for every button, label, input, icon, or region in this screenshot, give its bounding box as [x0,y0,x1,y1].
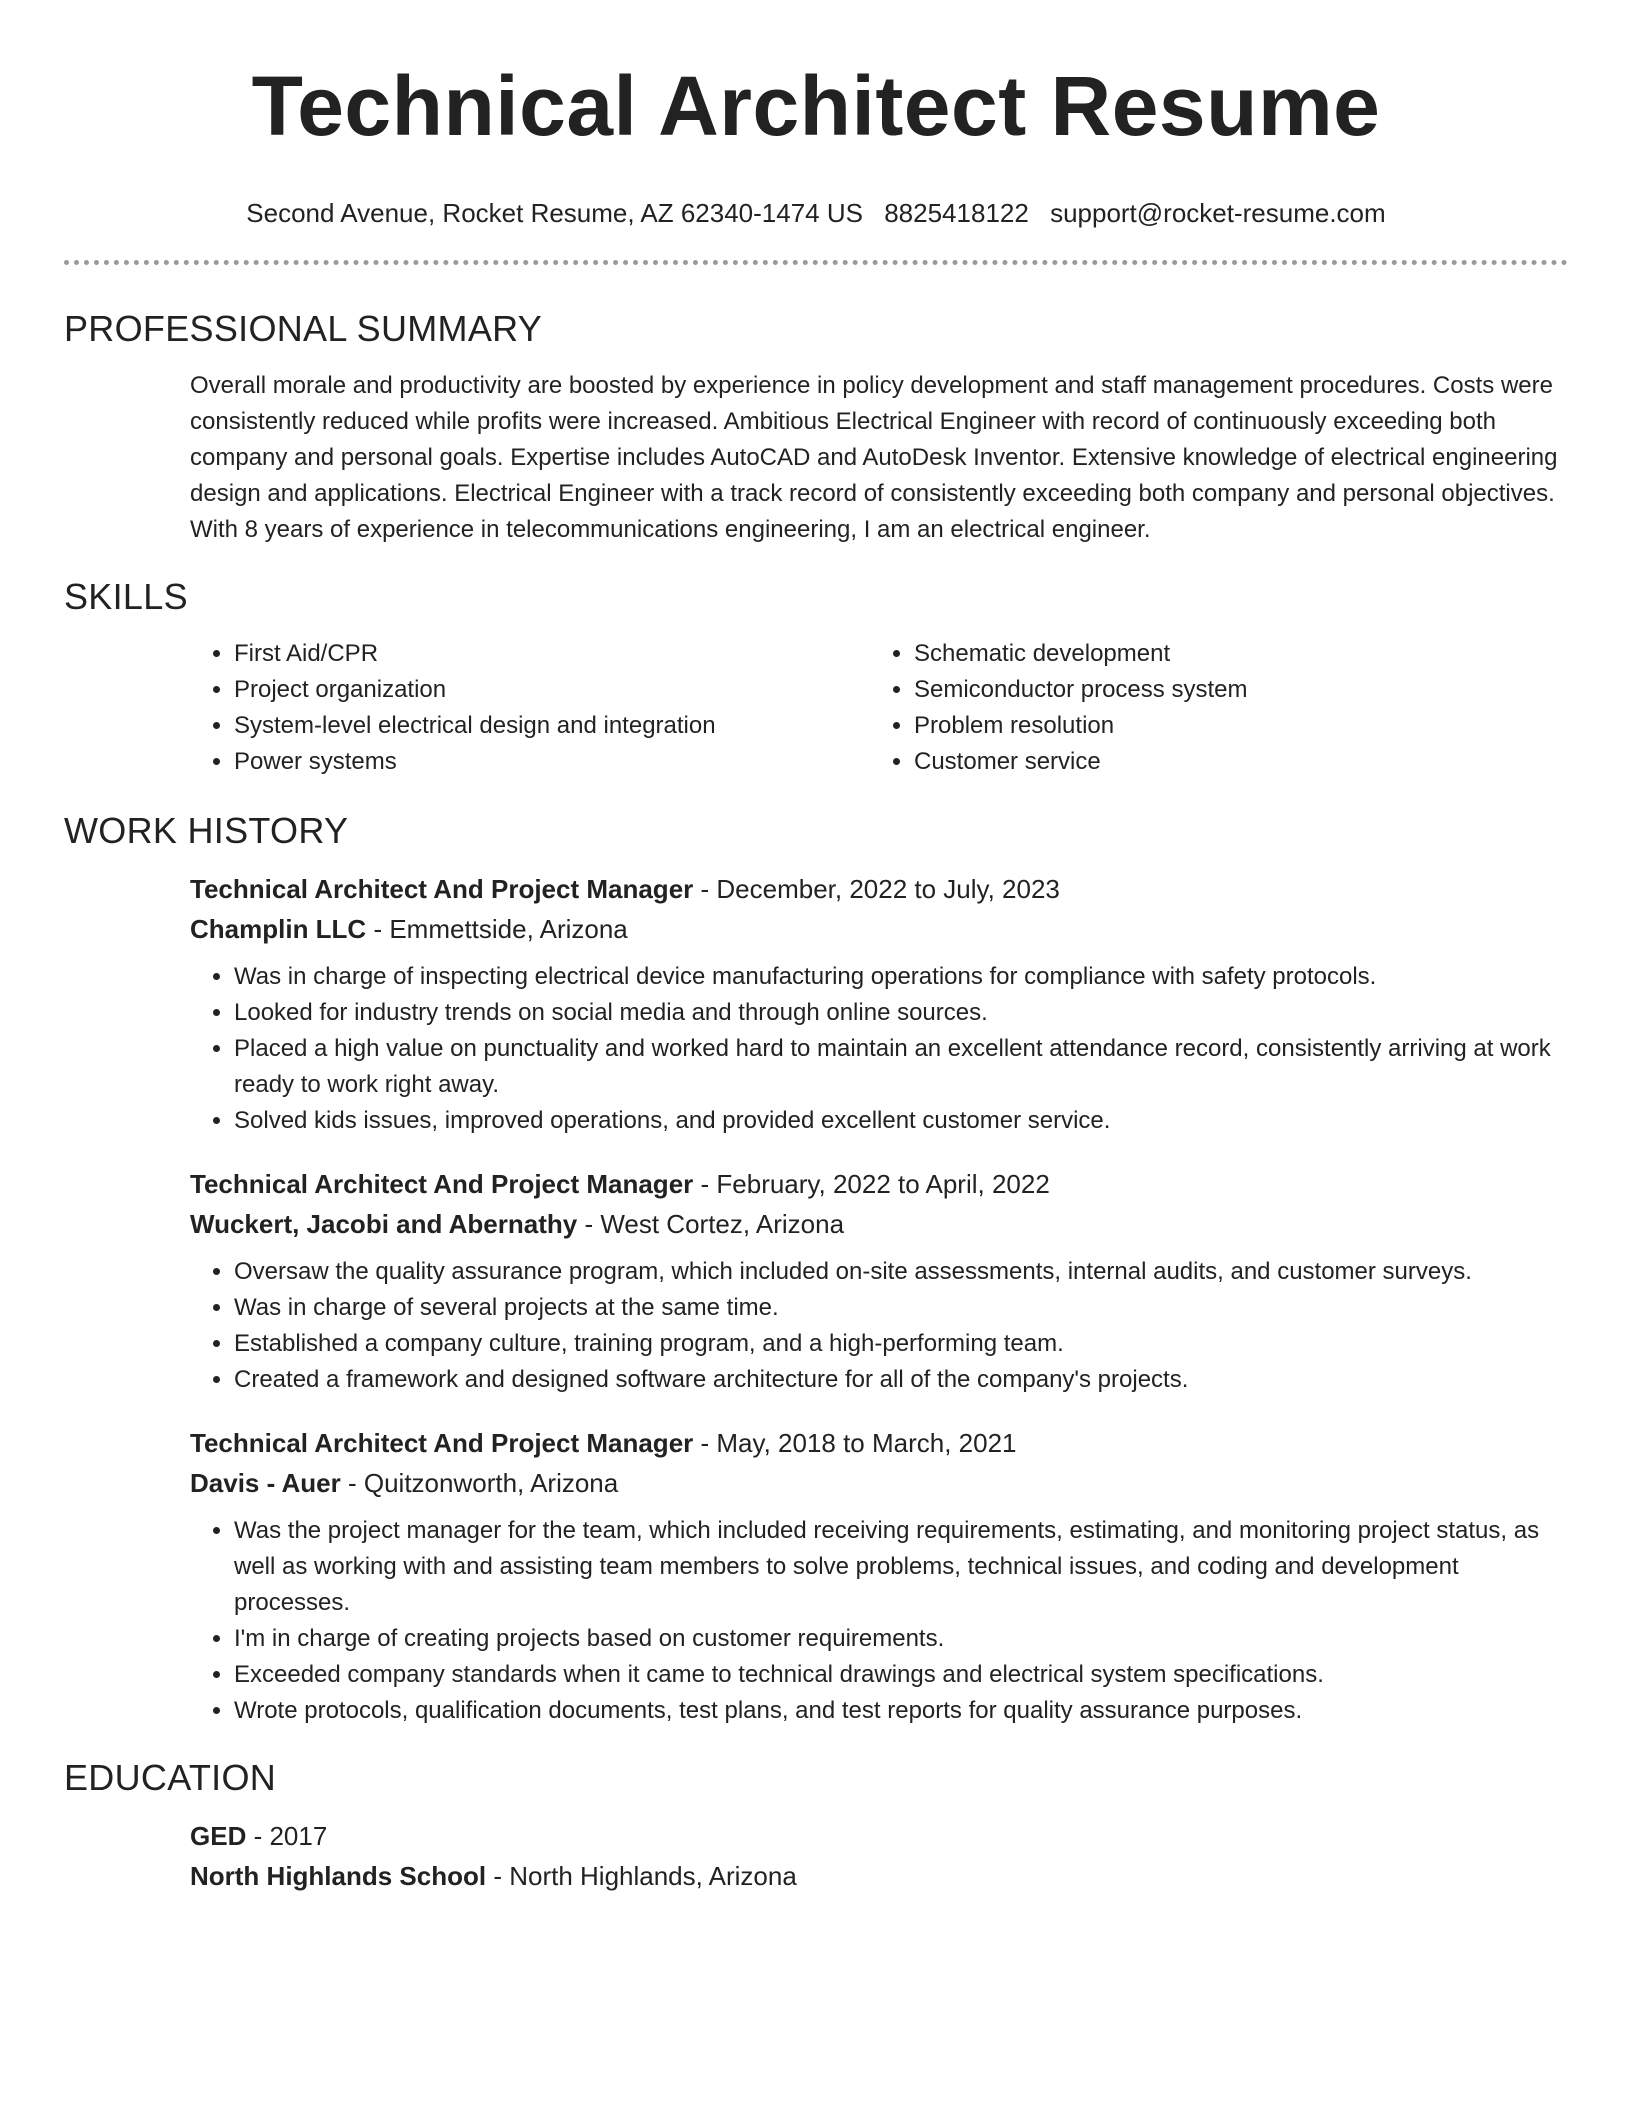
contact-address: Second Avenue, Rocket Resume, AZ 62340-1474 US [246,198,863,228]
skill-item: • Project organization [234,672,870,708]
job-bullet: • Wrote protocols, qualification documents, test plans, and test reports for quality assurance purposes. [234,1693,1568,1729]
job-entry [190,1164,1568,1398]
job-bullet: • Exceeded company standards when it came to technical drawings and electrical system specifications. [234,1657,1568,1693]
contact-info [64,196,1568,230]
education-year: - 2017 [246,1821,328,1851]
resume-page [64,0,1568,1896]
skill-item: • Problem resolution [914,708,1550,744]
skills-section [64,575,1568,780]
job-bullet: • Created a framework and designed software architecture for all of the company's projects. [234,1362,1568,1398]
job-bullet: • Looked for industry trends on social media and through online sources. [234,995,1568,1031]
job-title: Technical Architect And Project Manager [190,1169,694,1199]
job-company: Champlin LLC [190,914,367,944]
job-dates: - December, 2022 to July, 2023 [693,874,1060,904]
education-school: North Highlands School [190,1861,487,1891]
job-bullet: • Solved kids issues, improved operations, and provided excellent customer service. [234,1103,1568,1139]
job-bullet: • Oversaw the quality assurance program, which included on-site assessments, internal audits, and customer surveys. [234,1254,1568,1290]
contact-phone: 8825418122 [884,198,1029,228]
summary-text: Overall morale and productivity are boosted by experience in policy development and staff management procedures. Costs were consistently reduced while profits were increased. Ambitious Electrical Engineer with record of continuously exceeding both company and personal goals. Expertise includes AutoCAD and AutoDesk Inventor. Extensive knowledge of electrical engineering design and applications. Electrical Engineer with a track record of consistently exceeding both company and personal objectives. With 8 years of experience in telecommunications engineering, I am an electrical engineer. [190,372,1558,543]
summary-heading: PROFESSIONAL SUMMARY [64,308,543,349]
education-school-line [190,1856,1568,1896]
skill-item: • Customer service [914,744,1550,780]
job-bullets [190,959,1568,1139]
job-company-line [190,1463,1568,1503]
job-title: Technical Architect And Project Manager [190,1428,694,1458]
education-degree-line [190,1816,1568,1856]
job-bullet: • I'm in charge of creating projects based on customer requirements. [234,1621,1568,1657]
skills-heading: SKILLS [64,576,188,617]
work-section [64,809,1568,1729]
job-dates: - February, 2022 to April, 2022 [693,1169,1050,1199]
job-location: - Quitzonworth, Arizona [340,1468,619,1498]
work-heading: WORK HISTORY [64,810,349,851]
job-company-line [190,1204,1568,1244]
job-company: Wuckert, Jacobi and Abernathy [190,1209,578,1239]
skill-item: • First Aid/CPR [234,636,870,672]
skills-list-left [190,636,870,780]
job-bullet: • Established a company culture, training program, and a high-performing team. [234,1326,1568,1362]
job-bullet: • Placed a high value on punctuality and worked hard to maintain an excellent attendance record, consistently arriving at work ready to work right away. [234,1031,1568,1103]
education-degree: GED [190,1821,247,1851]
job-bullet: • Was the project manager for the team, which included receiving requirements, estimating, and monitoring project status, as well as working with and assisting team members to solve problems, technical issues, and coding and development processes. [234,1513,1568,1621]
job-bullets [190,1254,1568,1398]
skills-list-right [870,636,1550,780]
skill-item: • Schematic development [914,636,1550,672]
job-dates: - May, 2018 to March, 2021 [693,1428,1017,1458]
job-title-line [190,1423,1568,1463]
summary-section [64,307,1568,548]
skill-item: • Power systems [234,744,870,780]
education-section [64,1756,1568,1896]
job-title-line [190,1164,1568,1204]
skill-item: • System-level electrical design and integration [234,708,870,744]
job-location: - Emmettside, Arizona [366,914,628,944]
job-bullets [190,1513,1568,1729]
job-title-line [190,869,1568,909]
job-company: Davis - Auer [190,1468,341,1498]
job-bullet: • Was in charge of several projects at the same time. [234,1290,1568,1326]
contact-email: support@rocket-resume.com [1050,198,1386,228]
job-company-line [190,909,1568,949]
resume-title: Technical Architect Resume [251,59,1381,153]
job-location: - West Cortez, Arizona [577,1209,845,1239]
job-title: Technical Architect And Project Manager [190,874,694,904]
skill-item: • Semiconductor process system [914,672,1550,708]
education-heading: EDUCATION [64,1757,277,1798]
education-location: - North Highlands, Arizona [486,1861,797,1891]
job-bullet: • Was in charge of inspecting electrical device manufacturing operations for compliance with safety protocols. [234,959,1568,995]
header-divider [64,260,1568,265]
job-entry [190,1423,1568,1729]
job-entry [190,869,1568,1139]
